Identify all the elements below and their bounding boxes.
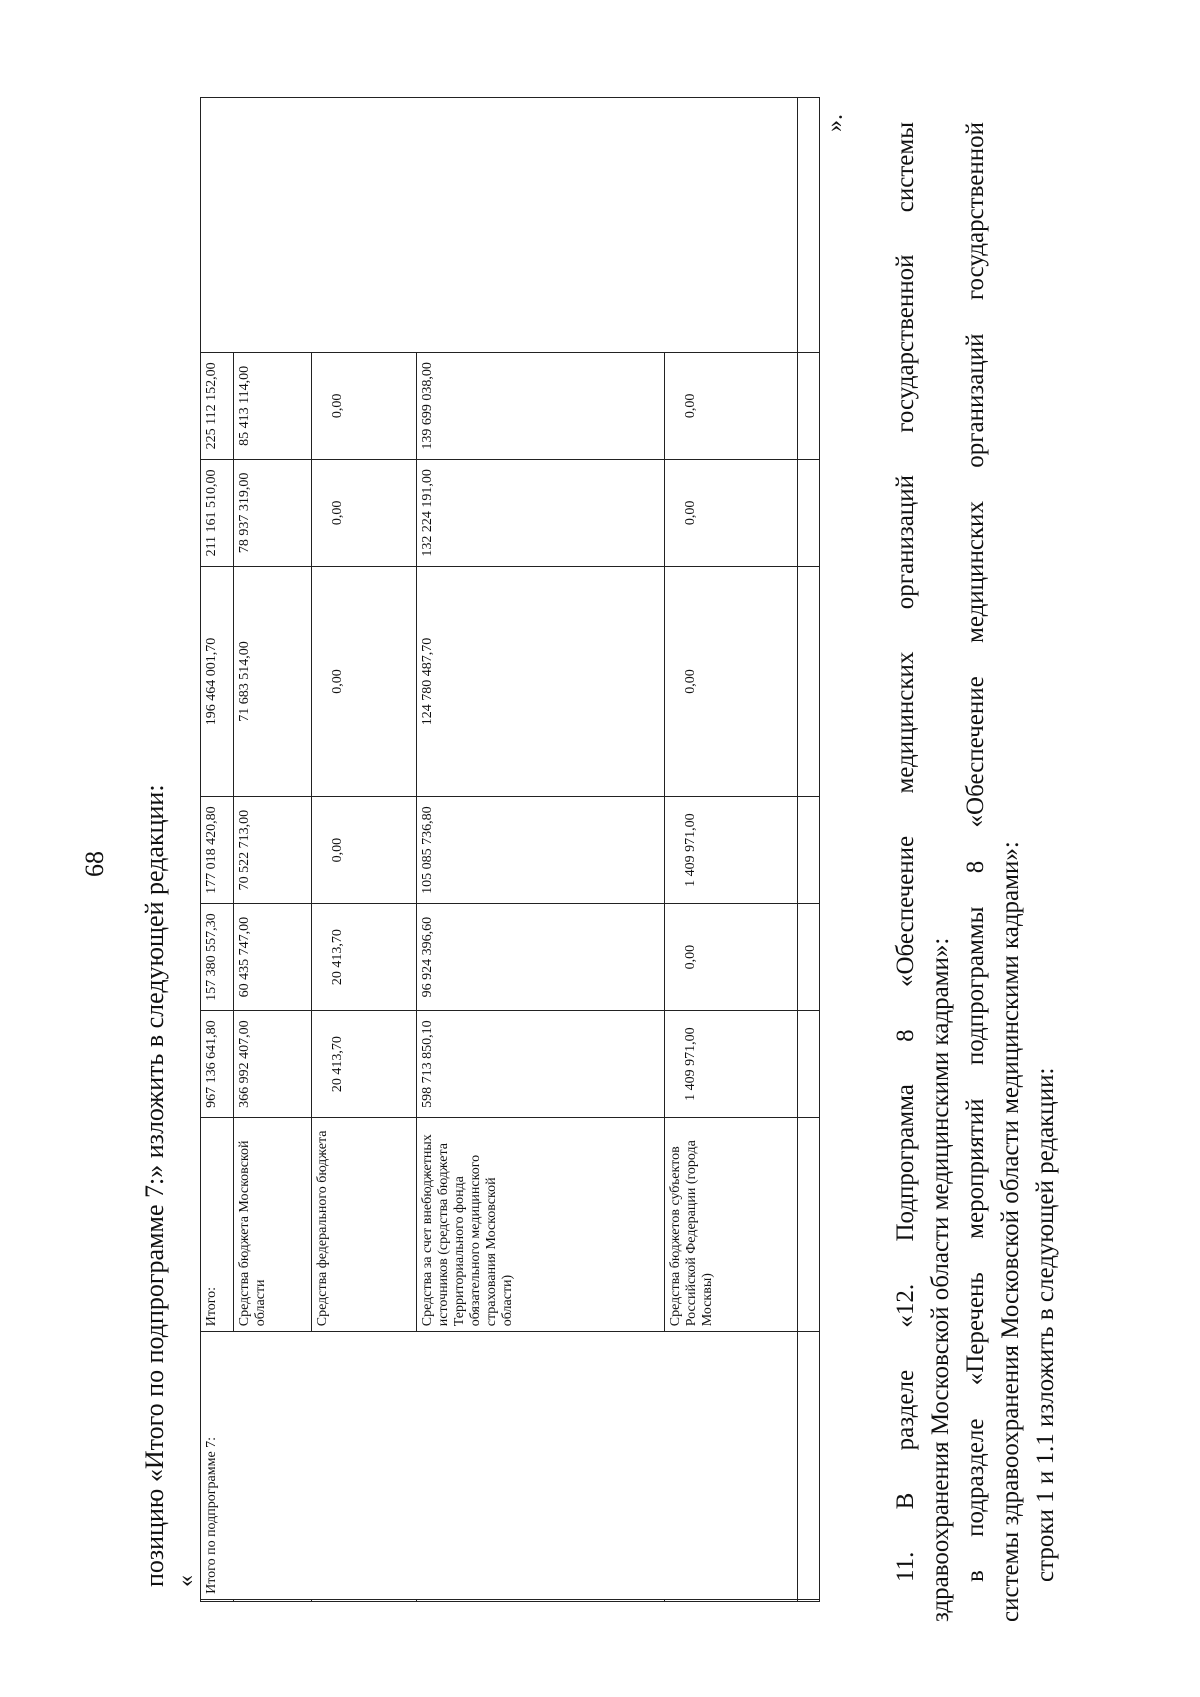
table-cell: 20 413,70 (311, 904, 416, 1011)
table-cell: 139 699 038,00 (416, 352, 665, 459)
table-cell: 20 413,70 (311, 1011, 416, 1118)
table-cell: 0,00 (665, 566, 798, 796)
intro-text: позицию «Итого по подпрограмме 7:» изложить в следующей редакции: (140, 784, 169, 1587)
table-cell: 0,00 (665, 904, 798, 1011)
program-label: Итого по подпрограмме 7: (201, 1332, 798, 1600)
open-quote: « (173, 1575, 199, 1587)
table-cell: 225 112 152,00 (201, 352, 234, 459)
table-row (201, 98, 234, 1602)
page-number: 68 (80, 851, 109, 877)
table-cell: 366 992 407,00 (234, 1011, 311, 1118)
table-row (797, 98, 819, 1602)
table-cell: 0,00 (665, 459, 798, 566)
table-cell: 0,00 (311, 352, 416, 459)
table-cell: 1 409 971,00 (665, 797, 798, 904)
row-label: Средства федерального бюджета (311, 1118, 416, 1332)
table-cell: 71 683 514,00 (234, 566, 311, 796)
table-cell: 0,00 (311, 566, 416, 796)
table-cell: 124 780 487,70 (416, 566, 665, 796)
table-cell: 1 409 971,00 (665, 1011, 798, 1118)
table-cell: 70 522 713,00 (234, 797, 311, 904)
table-cell: 78 937 319,00 (234, 459, 311, 566)
table-cell: 0,00 (311, 797, 416, 904)
table-cell: 157 380 557,30 (201, 904, 234, 1011)
table-cell: 105 085 736,80 (416, 797, 665, 904)
table-cell: 132 224 191,00 (416, 459, 665, 566)
close-quote: ». (822, 114, 848, 132)
row-label: Средства бюджета Московской области (234, 1118, 311, 1332)
table-cell: 96 924 396,60 (416, 904, 665, 1011)
row-label: Средства бюджетов субъектов Российской Федерации (города Москвы) (665, 1118, 798, 1332)
table-cell: 211 161 510,00 (201, 459, 234, 566)
table-cell: 177 018 420,80 (201, 797, 234, 904)
rows-instruction: строки 1 и 1.1 изложить в следующей редакции: (1032, 1067, 1059, 1582)
row-label: Средства за счет внебюджетных источников (средства бюджета Территориального фонда обязательного медицинского страхования Московской области) (416, 1118, 665, 1332)
subsection-line1: в подразделе «Перечень мероприятий подпрограммы 8 «Обеспечение медицинских организаций государственной (962, 122, 989, 1582)
table-cell: 598 713 850,10 (416, 1011, 665, 1118)
table-cell: 0,00 (665, 352, 798, 459)
subsection-line2: системы здравоохранения Московской области медицинскими кадрами»: (997, 841, 1024, 1622)
table-cell: 60 435 747,00 (234, 904, 311, 1011)
table-cell: 0,00 (311, 459, 416, 566)
table-cell: 196 464 001,70 (201, 566, 234, 796)
paragraph-11-line2: здравоохранения Московской области медицинскими кадрами»: (927, 937, 954, 1622)
table-cell: 85 413 114,00 (234, 352, 311, 459)
budget-table (200, 97, 820, 1602)
row-label: Итого: (201, 1118, 234, 1332)
paragraph-11-line1: 11. В разделе «12. Подпрограмма 8 «Обеспечение медицинских организаций государственной системы (892, 122, 919, 1582)
table-cell: 967 136 641,80 (201, 1011, 234, 1118)
